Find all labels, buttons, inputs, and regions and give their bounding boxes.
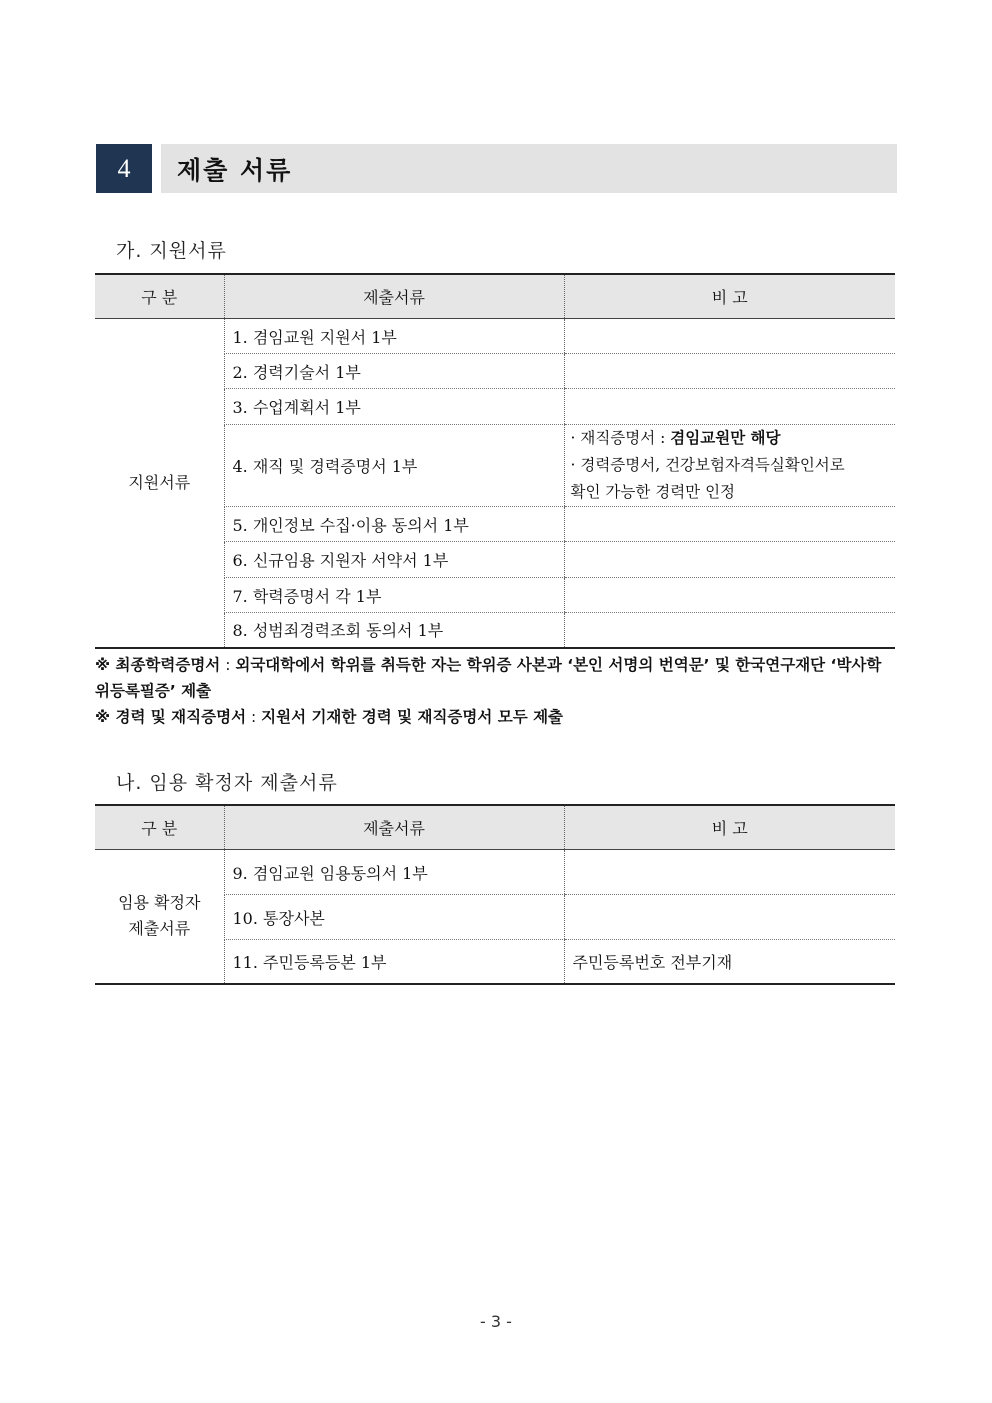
header-remarks: 비 고: [564, 274, 895, 319]
remark-bold-text: 겸임교원만 해당: [670, 429, 781, 447]
header-category: 구 분: [95, 274, 224, 319]
document-cell: 2. 경력기술서 1부: [224, 354, 564, 389]
remark-cell: 주민등록번호 전부기재: [564, 940, 895, 984]
header-category: 구 분: [95, 805, 224, 850]
document-cell: 11. 주민등록등본 1부: [224, 940, 564, 984]
remark-line: 확인 가능한 경력만 인정: [570, 483, 736, 501]
note-item: [95, 652, 895, 704]
document-cell: 1. 겸임교원 지원서 1부: [224, 319, 564, 354]
note-mark: ※ 최종학력증명서: [95, 656, 221, 674]
note-item: [95, 704, 895, 730]
document-cell: 10. 통장사본: [224, 895, 564, 940]
document-cell: 6. 신규임용 지원자 서약서 1부: [224, 542, 564, 578]
remark-cell: [564, 354, 895, 389]
remark-cell: [564, 578, 895, 613]
note-separator: :: [246, 708, 262, 726]
note-mark: ※ 경력 및 재직증명서: [95, 708, 247, 726]
document-cell: 9. 겸임교원 임용동의서 1부: [224, 850, 564, 895]
category-cell: 지원서류: [95, 319, 224, 648]
remark-cell: [564, 507, 895, 542]
table-row: [95, 319, 895, 354]
document-cell: 4. 재직 및 경력증명서 1부: [224, 425, 564, 507]
remark-cell: [564, 542, 895, 578]
document-cell: 8. 성범죄경력조회 동의서 1부: [224, 613, 564, 648]
document-cell: 3. 수업계획서 1부: [224, 389, 564, 425]
note-text: 외국대학에서 학위를 취득한 자는 학위증 사본과 ‘본인 서명의 번역문’ 및 한국연구재단 ‘박사학위등록필증’ 제출: [95, 656, 882, 700]
remark-cell: [564, 425, 895, 507]
category-cell: [95, 850, 224, 984]
remark-cell: [564, 389, 895, 425]
remark-prefix: · 재직증명서 :: [570, 429, 671, 447]
part-a-heading: 가. 지원서류: [116, 240, 227, 262]
remark-cell: [564, 850, 895, 895]
section-header: [96, 144, 897, 193]
category-line: 임용 확정자: [118, 893, 201, 913]
page-number: - 3 -: [480, 1312, 512, 1331]
notes: [95, 652, 895, 730]
table-row: [95, 850, 895, 895]
application-documents-table: [95, 273, 895, 649]
remark-cell: [564, 319, 895, 354]
document-cell: 7. 학력증명서 각 1부: [224, 578, 564, 613]
remark-cell: [564, 613, 895, 648]
remark-line: [571, 425, 888, 452]
header-documents: 제출서류: [224, 805, 564, 850]
header-remarks: 비 고: [564, 805, 895, 850]
document-cell: 5. 개인정보 수집·이용 동의서 1부: [224, 507, 564, 542]
remark-cell: [564, 895, 895, 940]
section-title: 제출 서류: [177, 155, 293, 185]
category-line: 제출서류: [128, 919, 191, 939]
section-title-box: [161, 144, 897, 193]
remark-line: · 경력증명서, 건강보험자격득실확인서로: [570, 456, 845, 474]
header-documents: 제출서류: [224, 274, 564, 319]
note-separator: :: [220, 656, 236, 674]
appointee-documents-table: [95, 804, 895, 985]
section-number: 4: [96, 144, 152, 193]
part-b-heading: 나. 임용 확정자 제출서류: [116, 772, 338, 794]
note-text: 지원서 기재한 경력 및 재직증명서 모두 제출: [261, 708, 564, 726]
